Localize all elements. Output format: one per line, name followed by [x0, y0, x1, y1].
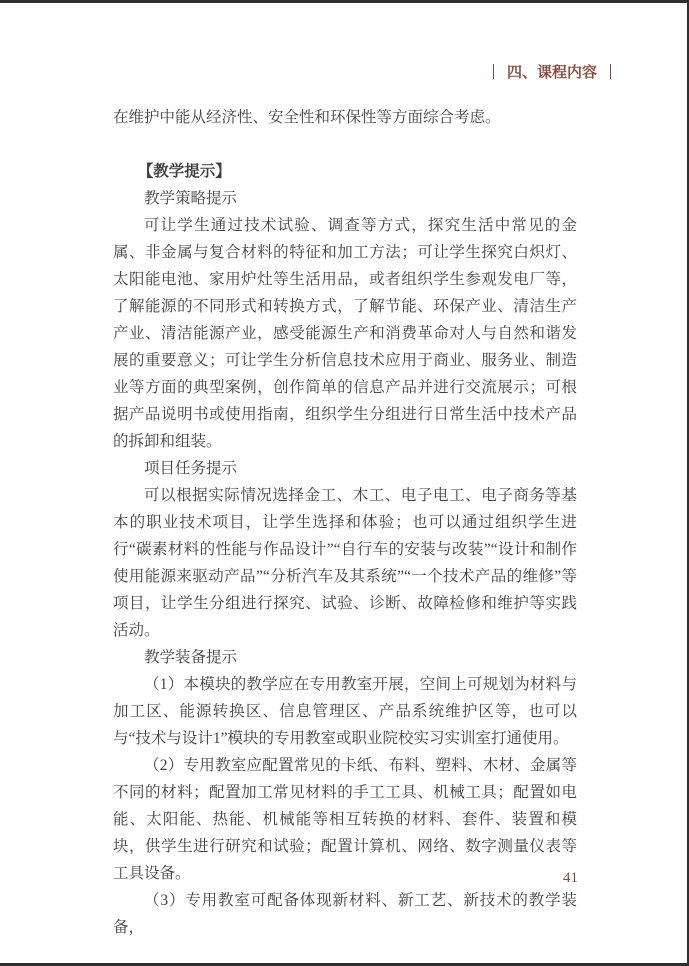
page-body [113, 104, 577, 941]
running-header [493, 64, 611, 82]
header-rule-right [610, 64, 611, 79]
subsection-heading-equipment: 教学装备提示 [144, 649, 238, 666]
section-title: 【教学提示】 [137, 163, 231, 180]
paragraph-strategy: 可让学生通过技术试验、调查等方式，探究生活中常见的金属、非金属与复合材料的特征和加工方法；可让学生探究白炽灯、太阳能电池、家用炉灶等生活用品，或者组织学生参观发电厂等，了解能源的不同形式和转换方式，了解节能、环保产业、清洁生产产业、清洁能源产业，感受能源生产和消费革命对人与自然和谐发展的重要意义；可让学生分析信息技术应用于商业、服务业、制造业等方面的典型案例，创作简单的信息产品并进行交流展示；可根据产品说明书或使用指南，组织学生分组进行日常生活中技术产品的拆卸和组装。 [113, 217, 577, 450]
paragraph-equipment-3: （3）专用教室可配备体现新材料、新工艺、新技术的教学装备， [113, 892, 577, 936]
header-rule-left [493, 64, 494, 79]
paragraph-equipment-1: （1）本模块的教学应在专用教室开展，空间上可规划为材料与加工区、能源转换区、信息管理区、产品系统维护区等，也可以与“技术与设计1”模块的专用教室或职业院校实习实训室打通使用。 [113, 676, 577, 747]
subsection-heading-strategy: 教学策略提示 [144, 190, 238, 207]
intro-paragraph: 在维护中能从经济性、安全性和环保性等方面综合考虑。 [113, 109, 501, 126]
header-title: 四、课程内容 [506, 65, 597, 81]
paragraph-project: 可以根据实际情况选择金工、木工、电子电工、电子商务等基本的职业技术项目，让学生选择和体验；也可以通过组织学生进行“碳素材料的性能与作品设计”“自行车的安装与改装”“设计和制作使用能源来驱动产品”“分析汽车及其系统”“一个技术产品的维修”等项目，让学生分组进行探究、试验、诊断、故障检修和维护等实践活动。 [113, 487, 577, 639]
scan-edge-top [0, 0, 689, 3]
page-number: 41 [563, 870, 578, 886]
paragraph-equipment-2: （2）专用教室应配置常见的卡纸、布料、塑料、木材、金属等不同的材料；配置加工常见材料的手工工具、机械工具；配置如电能、太阳能、热能、机械能等相互转换的材料、套件、装置和模块，供学生进行研究和试验；配置计算机、网络、数字测量仪表等工具设备。 [113, 757, 577, 882]
subsection-heading-project: 项目任务提示 [144, 460, 238, 477]
